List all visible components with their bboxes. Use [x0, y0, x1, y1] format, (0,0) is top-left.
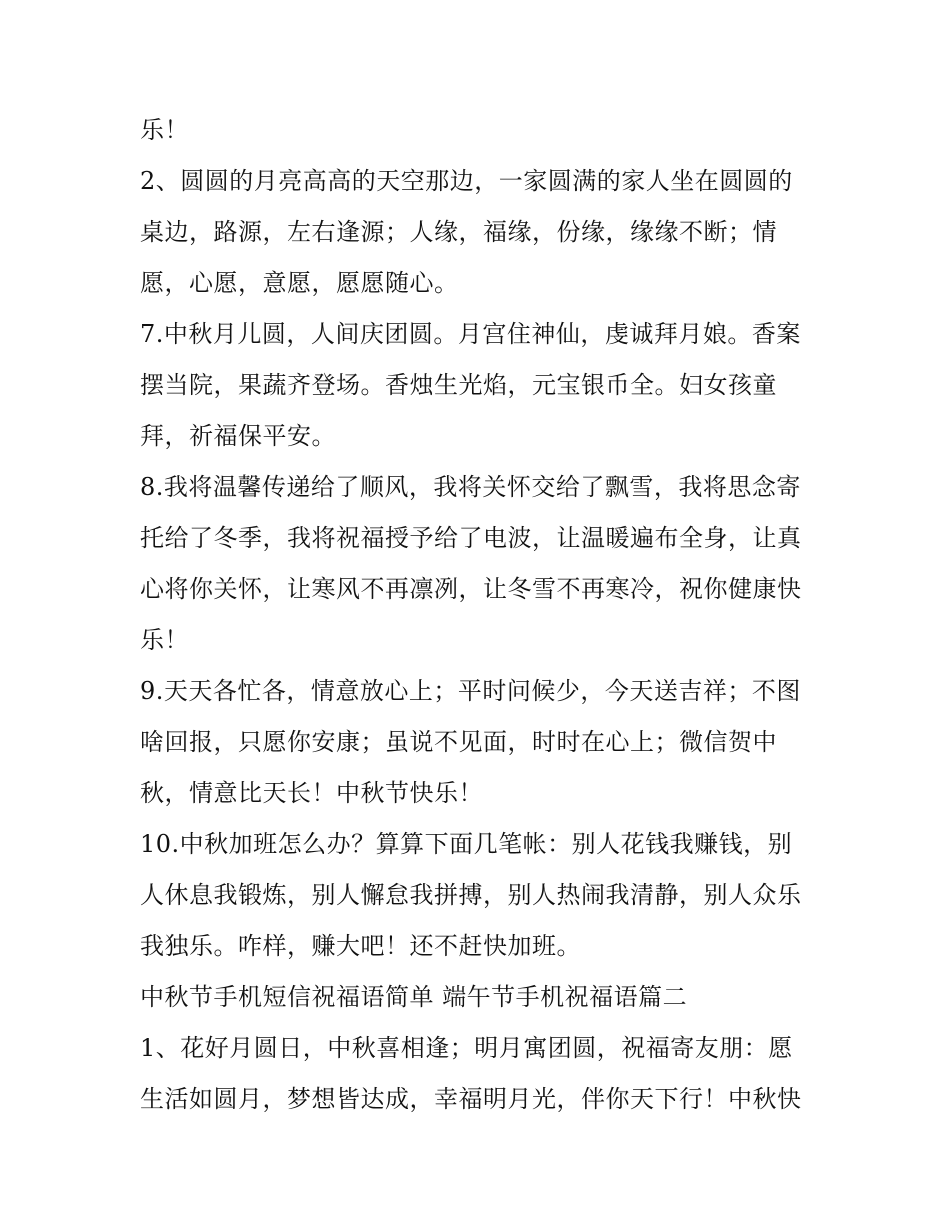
text-line: 人休息我锻炼，别人懈怠我拼搏，别人热闹我清静，别人众乐 — [140, 881, 802, 909]
text-line: 2、圆圆的月亮高高的天空那边，一家圆满的家人坐在圆圆的 — [140, 167, 793, 195]
text-line: 愿，心愿，意愿，愿愿随心。 — [140, 269, 459, 297]
text-line: 乐！ — [140, 116, 189, 144]
text-line: 10.中秋加班怎么办？算算下面几笔帐：别人花钱我赚钱，别 — [140, 830, 793, 858]
section-heading: 中秋节手机短信祝福语简单 端午节手机祝福语篇二 — [140, 983, 688, 1011]
text-line: 拜，祈福保平安。 — [140, 422, 336, 450]
text-line: 7.中秋月儿圆，人间庆团圆。月宫住神仙，虔诚拜月娘。香案 — [140, 320, 801, 348]
text-line: 乐！ — [140, 626, 189, 654]
text-line: 秋，情意比天长！中秋节快乐！ — [140, 779, 483, 807]
text-line: 托给了冬季，我将祝福授予给了电波，让温暖遍布全身，让真 — [140, 524, 802, 552]
text-line: 8.我将温馨传递给了顺风，我将关怀交给了飘雪，我将思念寄 — [140, 473, 801, 501]
text-line: 啥回报，只愿你安康；虽说不见面，时时在心上；微信贺中 — [140, 728, 777, 756]
text-line: 1、花好月圆日，中秋喜相逢；明月寓团圆，祝福寄友朋：愿 — [140, 1034, 793, 1062]
text-line: 摆当院，果蔬齐登场。香烛生光焰，元宝银币全。妇女孩童 — [140, 371, 777, 399]
text-line: 我独乐。咋样，赚大吧！还不赶快加班。 — [140, 932, 581, 960]
text-line: 桌边，路源，左右逢源；人缘，福缘，份缘，缘缘不断；情 — [140, 218, 777, 246]
text-line: 心将你关怀，让寒风不再凛冽，让冬雪不再寒冷，祝你健康快 — [140, 575, 802, 603]
text-line: 9.天天各忙各，情意放心上；平时问候少，今天送吉祥；不图 — [140, 677, 801, 705]
text-line: 生活如圆月，梦想皆达成，幸福明月光，伴你天下行！中秋快 — [140, 1085, 802, 1113]
